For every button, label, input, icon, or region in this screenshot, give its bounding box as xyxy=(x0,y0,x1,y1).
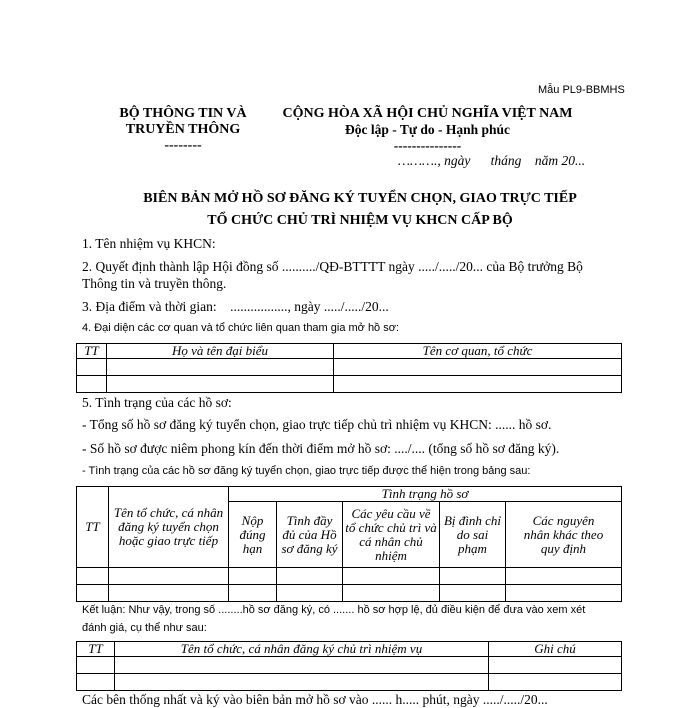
item-1-task-name: 1. Tên nhiệm vụ KHCN: xyxy=(82,236,216,251)
table-row xyxy=(77,376,622,393)
table-row xyxy=(77,568,622,585)
item-5-status: 5. Tình trạng của các hồ sơ: xyxy=(82,395,232,410)
country-name: CỘNG HÒA XÃ HỘI CHỦ NGHĨA VIỆT NAM xyxy=(282,106,573,121)
item-5-total-dossiers: - Tổng số hồ sơ đăng ký tuyển chọn, giao trực tiếp chủ trì nhiệm vụ KHCN: ...... hồ sơ. xyxy=(82,417,552,432)
conclusion-line-1: Kết luận: Như vậy, trong số ........hồ sơ đăng ký, có ....... hồ sơ hợp lệ, đủ điều kiện để đưa vào xem xét xyxy=(82,604,586,616)
representatives-table xyxy=(76,343,622,393)
item-5-sealed-dossiers: - Số hồ sơ được niêm phong kín đến thời điểm mở hồ sơ: ..../.... (tổng số hồ sơ đăng ký). xyxy=(82,441,560,456)
table-row xyxy=(77,585,622,602)
table2-header-suspended: Bị đình chỉ do sai phạm xyxy=(440,502,506,568)
table1-header-org: Tên cơ quan, tổ chức xyxy=(334,344,622,359)
table-row xyxy=(77,657,622,674)
ministry-line-1: BỘ THÔNG TIN VÀ xyxy=(119,106,247,121)
document-title-line-1: BIÊN BẢN MỞ HỒ SƠ ĐĂNG KÝ TUYỂN CHỌN, GIAO TRỰC TIẾP xyxy=(143,191,577,206)
motto-dashes: --------------- xyxy=(393,138,462,153)
table2-header-org: Tên tổ chức, cá nhân đăng ký tuyển chọn hoặc giao trực tiếp xyxy=(109,487,229,568)
item-2-decision-line-1: 2. Quyết định thành lập Hội đồng số ........../QĐ-BTTTT ngày ...../...../20... của Bộ trưởng Bộ xyxy=(82,259,583,274)
table-row xyxy=(77,674,622,691)
item-3-place-time: 3. Địa điểm và thời gian: ................., ngày ...../...../20... xyxy=(82,299,389,314)
ministry-line-2: TRUYỀN THÔNG xyxy=(125,122,241,137)
conclusion-line-2: đánh giá, cụ thể như sau: xyxy=(82,622,207,634)
table3-header-org: Tên tổ chức, cá nhân đăng ký chủ trì nhiệm vụ xyxy=(115,642,489,657)
item-2-decision-line-2: Thông tin và truyền thông. xyxy=(82,276,227,291)
eligible-dossiers-table xyxy=(76,641,622,691)
footer-signing-line: Các bên thống nhất và ký vào biên bản mở hồ sơ vào ...... h..... phút, ngày ...../...../20... xyxy=(82,692,548,707)
table1-header-tt: TT xyxy=(77,344,107,359)
national-header xyxy=(270,106,585,154)
dossier-status-table xyxy=(76,486,622,602)
ministry-name xyxy=(88,106,278,154)
table1-header-name: Họ và tên đại biểu xyxy=(107,344,334,359)
form-code: Mẫu PL9-BBMHS xyxy=(538,84,625,96)
table2-header-tt: TT xyxy=(77,487,109,568)
table2-header-status-group: Tình trạng hồ sơ xyxy=(229,487,622,502)
document-title-line-2: TỔ CHỨC CHỦ TRÌ NHIỆM VỤ KHCN CẤP BỘ xyxy=(207,213,513,228)
item-5-status-intro: - Tình trạng của các hồ sơ đăng ký tuyển chọn, giao trực tiếp được thể hiện trong bảng sau: xyxy=(82,465,531,477)
table2-header-completeness: Tình đầy đủ của Hồ sơ đăng ký xyxy=(277,502,343,568)
table3-header-notes: Ghi chú xyxy=(489,642,622,657)
ministry-dashes: -------- xyxy=(164,138,202,153)
item-4-representatives: 4. Đại diện các cơ quan và tổ chức liên quan tham gia mở hồ sơ: xyxy=(82,322,400,334)
motto: Độc lập - Tự do - Hạnh phúc xyxy=(344,122,511,137)
table3-header-tt: TT xyxy=(77,642,115,657)
table2-header-other-reasons: Các nguyên nhân khác theo quy định xyxy=(506,502,622,568)
date-line: ………., ngày tháng năm 20... xyxy=(398,153,586,168)
table-row xyxy=(77,359,622,376)
table2-header-requirements: Các yêu cầu về tổ chức chủ trì và cá nhân chủ nhiệm xyxy=(343,502,440,568)
table2-header-on-time: Nộp đúng hạn xyxy=(229,502,277,568)
